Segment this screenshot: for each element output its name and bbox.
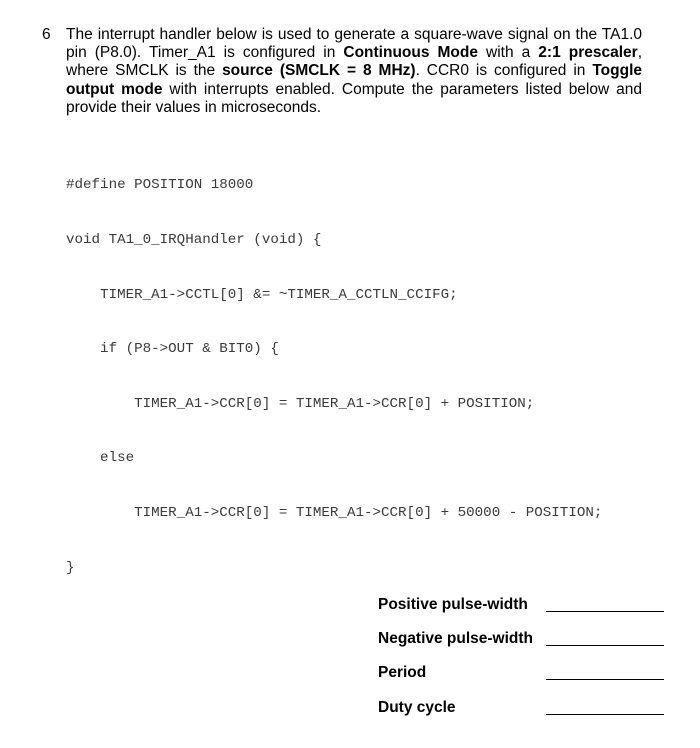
code-block bbox=[66, 140, 602, 595]
code-line: TIMER_A1->CCTL[0] &= ~TIMER_A_CCTLN_CCIFG; bbox=[66, 286, 458, 303]
code-line: if (P8->OUT & BIT0) { bbox=[66, 341, 279, 358]
answer-blank-line[interactable] bbox=[546, 714, 664, 715]
question-text-part: with interrupts enabled. Compute the parameters listed below and provide their values in microseconds. bbox=[66, 80, 642, 116]
answer-row-positive-pulse-width bbox=[378, 594, 668, 618]
answer-row-period bbox=[378, 662, 668, 686]
answer-label: Duty cycle bbox=[378, 699, 456, 716]
question-text bbox=[66, 26, 642, 117]
code-line: TIMER_A1->CCR[0] = TIMER_A1->CCR[0] + POSITION; bbox=[66, 395, 535, 412]
code-line: else bbox=[66, 450, 135, 467]
question-text-bold: Toggle output mode bbox=[66, 62, 642, 98]
question-text-part: . CCR0 is configured in bbox=[415, 62, 593, 80]
question-text-bold: Continuous Mode bbox=[343, 44, 478, 62]
answer-blank-line[interactable] bbox=[546, 645, 664, 646]
answer-label: Period bbox=[378, 664, 427, 681]
answer-label: Positive pulse-width bbox=[378, 596, 528, 613]
code-line: } bbox=[66, 559, 75, 576]
answer-blank-line[interactable] bbox=[546, 679, 664, 680]
question-text-part: with a bbox=[478, 44, 539, 62]
question-text-part: , where SMCLK is the bbox=[66, 44, 642, 80]
code-line: #define POSITION 18000 bbox=[66, 177, 254, 194]
answer-row-negative-pulse-width bbox=[378, 628, 668, 652]
question-text-bold: source (SMCLK = 8 MHz) bbox=[222, 62, 416, 80]
answer-row-duty-cycle bbox=[378, 697, 668, 721]
code-line: void TA1_0_IRQHandler (void) { bbox=[66, 232, 322, 248]
code-line: TIMER_A1->CCR[0] = TIMER_A1->CCR[0] + 50000 - POSITION; bbox=[66, 504, 603, 521]
question-text-bold: 2:1 prescaler bbox=[538, 44, 638, 62]
answer-blank-line[interactable] bbox=[546, 611, 664, 612]
answer-label: Negative pulse-width bbox=[378, 630, 534, 647]
question-number: 6 bbox=[42, 26, 51, 43]
question-text-part: The interrupt handler below is used to generate a square-wave signal on the TA1.0 pin (P8.0). Timer_A1 is configured in bbox=[66, 26, 642, 62]
